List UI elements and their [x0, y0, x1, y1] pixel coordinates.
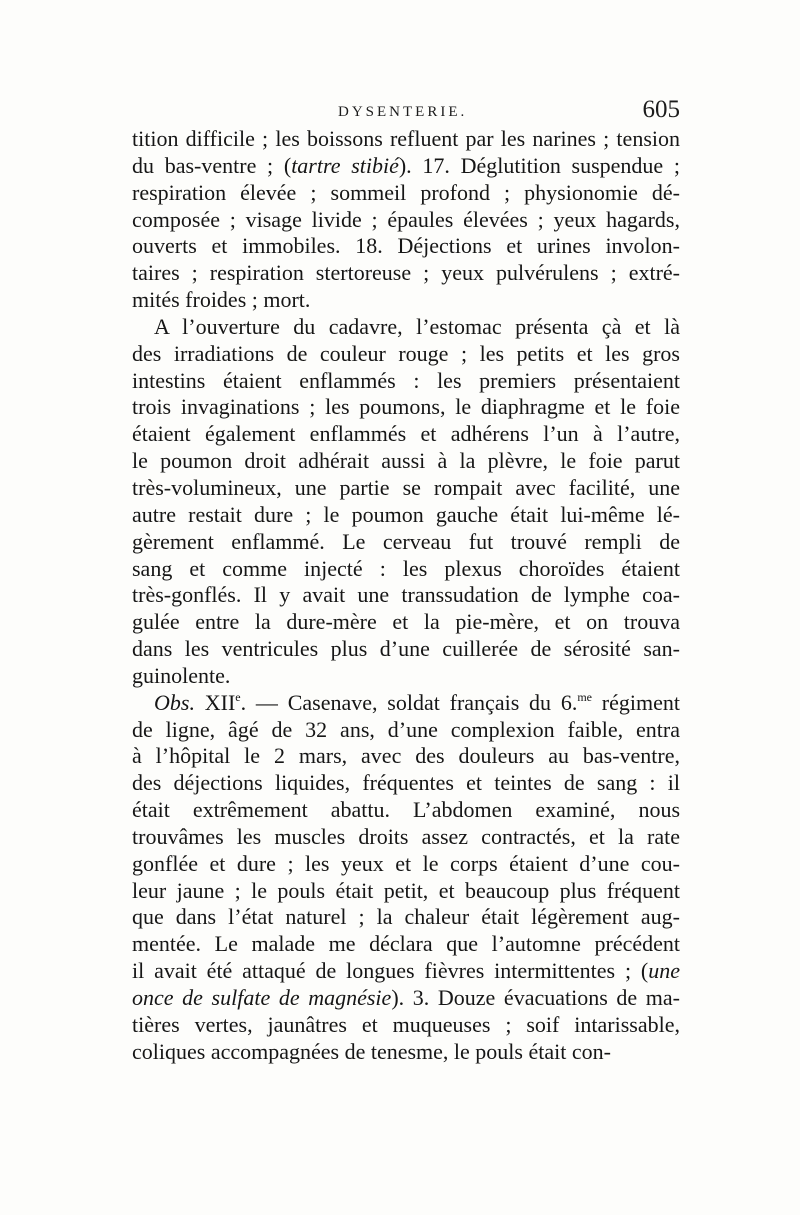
text-line: [132, 851, 680, 878]
superscript: e: [235, 689, 241, 704]
text-run: taires ; respiration stertoreuse ; yeux pulvérulens ; extré-: [132, 260, 680, 286]
text-run: gèrement enflammé. Le cerveau fut trouvé rempli de: [132, 528, 680, 554]
text-run: autre restait dure ; le poumon gauche était lui-même lé-: [132, 501, 680, 527]
text-line: [132, 717, 680, 744]
text-line: [132, 904, 680, 931]
text-line: [132, 556, 680, 583]
text-line: [132, 233, 680, 260]
text-line: [132, 663, 680, 690]
text-run: . — Casenave, soldat français du 6.: [240, 689, 578, 715]
text-line: [132, 341, 680, 368]
text-run: coliques accompagnées de tenesme, le pouls était con-: [132, 1038, 611, 1064]
italic-run: une: [648, 958, 680, 984]
text-run: ouverts et immobiles. 18. Déjections et urines involon-: [132, 233, 680, 259]
text-line: [132, 985, 680, 1012]
text-run: le poumon droit adhérait aussi à la plèvre, le foie parut: [132, 448, 680, 474]
text-line: [132, 958, 680, 985]
text-line: [132, 797, 680, 824]
text-run: sang et comme injecté : les plexus choroïdes étaient: [132, 555, 680, 581]
text-line: [132, 502, 680, 529]
text-line: [132, 448, 680, 475]
text-line: [132, 126, 680, 153]
text-run: mentée. Le malade me déclara que l’automne précédent: [132, 931, 680, 957]
text-line: [132, 609, 680, 636]
text-run: tières vertes, jaunâtres et muqueuses ; soif intarissable,: [132, 1011, 680, 1037]
text-line: [132, 1012, 680, 1039]
text-run: leur jaune ; le pouls était petit, et beaucoup plus fréquent: [132, 877, 680, 903]
italic-run: tartre stibié: [291, 152, 399, 178]
text-line: [132, 421, 680, 448]
text-line: [132, 314, 680, 341]
text-run: de ligne, âgé de 32 ans, d’une complexion faible, entra: [132, 716, 680, 742]
text-run: ). 17. Déglutition suspendue ;: [398, 152, 680, 178]
text-run: était extrêmement abattu. L’abdomen examiné, nous: [132, 797, 680, 823]
text-run: A l’ouverture du cadavre, l’estomac présenta çà et là: [154, 313, 680, 339]
superscript: me: [577, 689, 593, 704]
text-line: [132, 878, 680, 905]
text-run: du bas-ventre ; (: [132, 152, 292, 178]
page-header: [132, 98, 680, 128]
text-line: [132, 368, 680, 395]
text-line: [132, 931, 680, 958]
text-run: à l’hôpital le 2 mars, avec des douleurs au bas-ventre,: [132, 743, 680, 769]
running-title: DYSENTERIE.: [338, 104, 468, 120]
text-line: [132, 475, 680, 502]
text-run: ). 3. Douze évacuations de ma-: [391, 985, 680, 1010]
text-line: [132, 1039, 680, 1066]
text-line: [132, 770, 680, 797]
text-run: XII: [194, 689, 236, 715]
text-line: [132, 287, 680, 314]
text-run: composée ; visage livide ; épaules élevées ; yeux hagards,: [132, 206, 680, 232]
text-run: très-gonflés. Il y avait une transsudation de lymphe coa-: [132, 582, 680, 608]
text-run: gulée entre la dure-mère et la pie-mère, et on trouva: [132, 609, 680, 635]
text-run: trois invaginations ; les poumons, le diaphragme et le foie: [132, 394, 680, 420]
text-line: [132, 824, 680, 851]
text-run: mités froides ; mort.: [132, 287, 311, 313]
text-run: intestins étaient enflammés : les premiers présentaient: [132, 367, 680, 393]
text-run: que dans l’état naturel ; la chaleur était légèrement aug-: [132, 904, 680, 930]
text-run: des déjections liquides, fréquentes et teintes de sang : il: [132, 770, 680, 796]
text-line: [132, 582, 680, 609]
text-run: des irradiations de couleur rouge ; les petits et les gros: [132, 340, 680, 366]
text-run: il avait été attaqué de longues fièvres intermittentes ; (: [132, 958, 649, 984]
text-run: très-volumineux, une partie se rompait avec facilité, une: [132, 474, 680, 500]
text-line: [132, 153, 680, 180]
text-run: dans les ventricules plus d’une cuillerée de sérosité san-: [132, 636, 680, 662]
text-run: respiration élevée ; sommeil profond ; physionomie dé-: [132, 179, 680, 205]
text-line: [132, 207, 680, 234]
text-line: [132, 743, 680, 770]
body-text: [132, 126, 680, 1066]
italic-run: Obs.: [154, 689, 195, 715]
text-run: gonflée et dure ; les yeux et le corps étaient d’une cou-: [132, 850, 680, 876]
page-number: 605: [642, 96, 680, 123]
text-run: régiment: [592, 689, 680, 715]
italic-run: once de sulfate de magnésie: [132, 985, 392, 1010]
text-line: [132, 636, 680, 663]
text-run: trouvâmes les muscles droits assez contractés, et la rate: [132, 823, 680, 849]
text-line: [132, 394, 680, 421]
text-run: tition difficile ; les boissons refluent par les narines ; tension: [132, 126, 680, 151]
text-line: [132, 180, 680, 207]
text-run: étaient également enflammés et adhérens l’un à l’autre,: [132, 421, 680, 447]
text-line: [132, 260, 680, 287]
text-line: [132, 529, 680, 556]
text-line: [132, 690, 680, 717]
text-run: guinolente.: [132, 662, 231, 688]
